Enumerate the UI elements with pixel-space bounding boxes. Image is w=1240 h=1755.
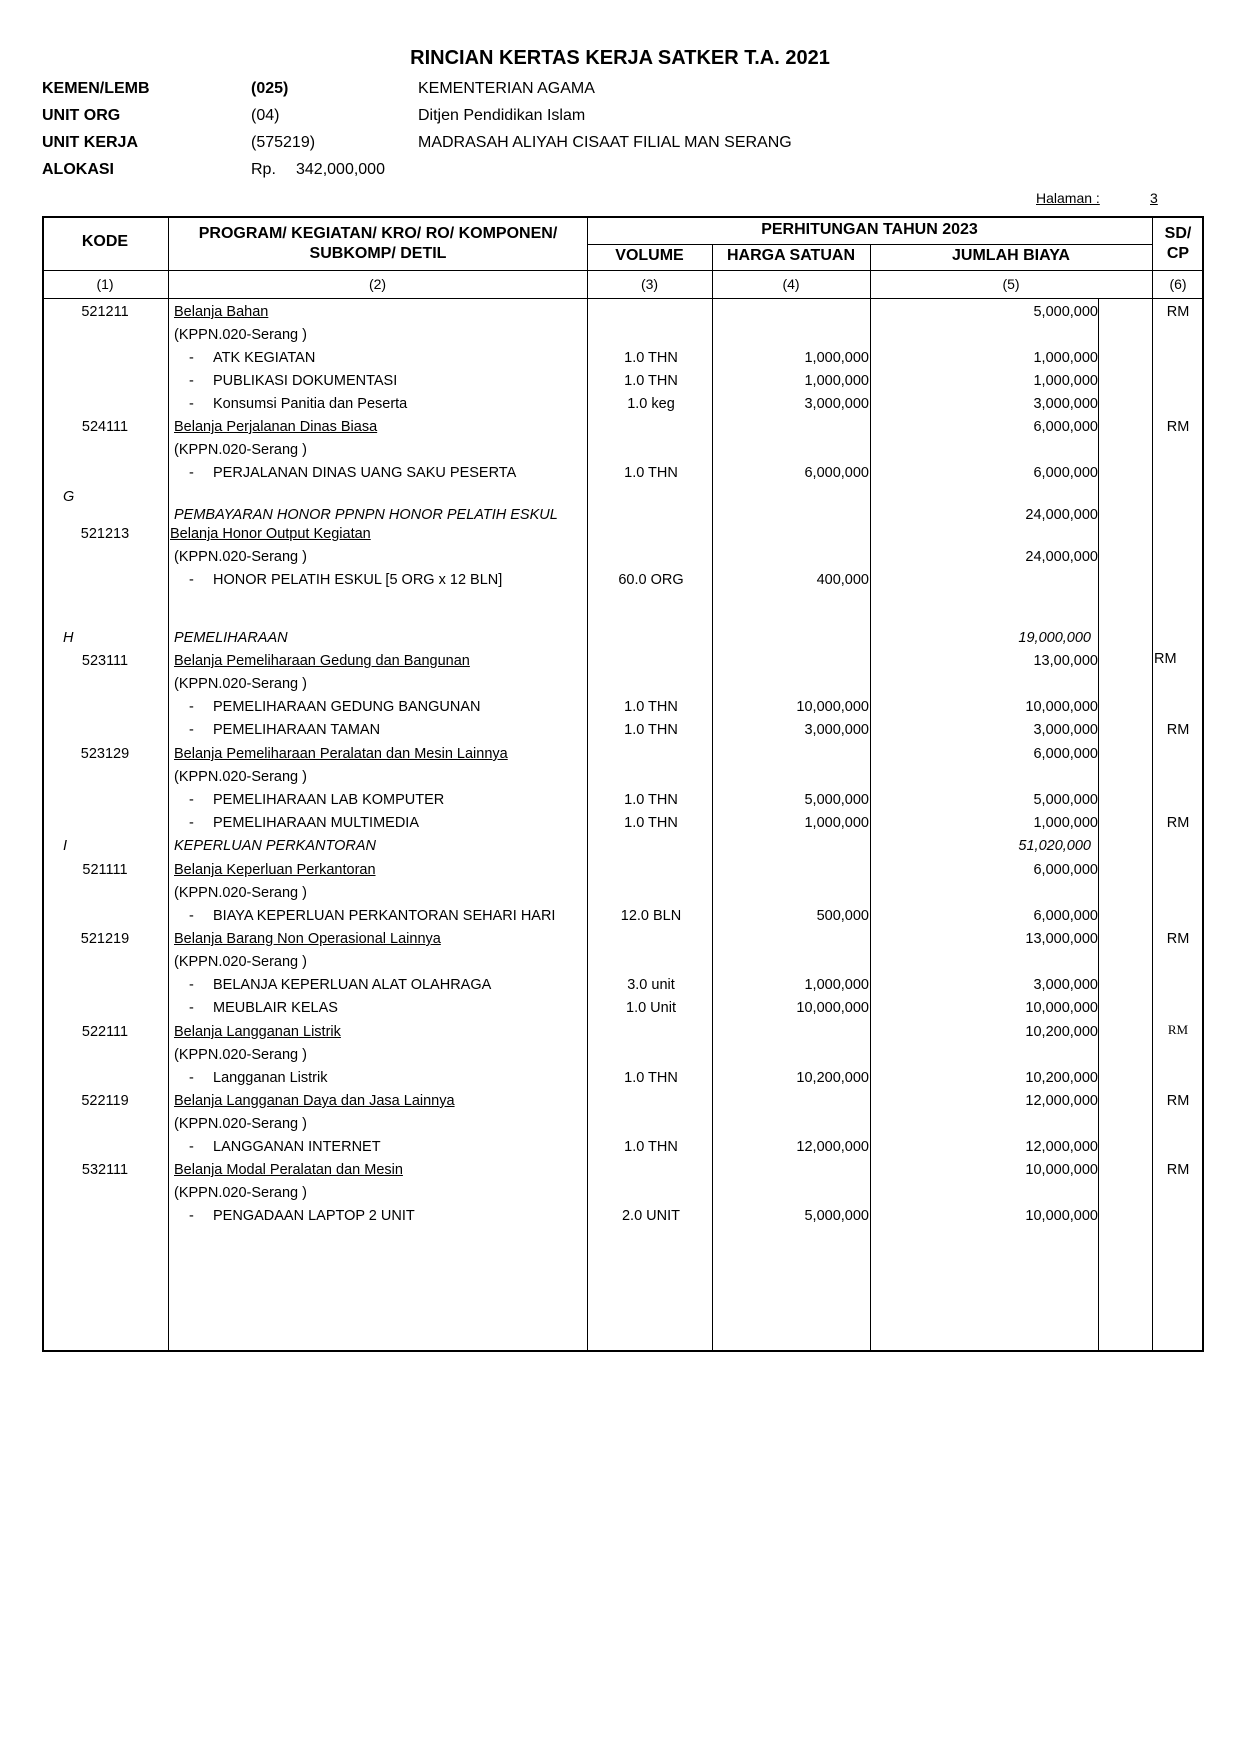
table-row bbox=[42, 722, 1204, 745]
jumlah-cell: 13,000,000 bbox=[1025, 931, 1098, 947]
kode-cell: 521219 bbox=[80, 931, 130, 947]
table-row bbox=[42, 1070, 1204, 1093]
kode-cell: H bbox=[63, 630, 74, 646]
alokasi-label: ALOKASI bbox=[42, 161, 114, 178]
jumlah-cell: 13,00,000 bbox=[1033, 653, 1098, 669]
kemen-label: KEMEN/LEMB bbox=[42, 80, 150, 97]
desc-cell: (KPPN.020-Serang ) bbox=[174, 1047, 307, 1063]
desc-cell: - HONOR PELATIH ESKUL [5 ORG x 12 BLN] bbox=[189, 572, 502, 588]
table-row bbox=[42, 954, 1204, 977]
kode-cell: G bbox=[63, 489, 75, 505]
table-row bbox=[42, 792, 1204, 815]
unit-org-name: Ditjen Pendidikan Islam bbox=[418, 107, 586, 124]
header-volume: VOLUME bbox=[615, 247, 684, 264]
desc-cell: - PEMELIHARAAN GEDUNG BANGUNAN bbox=[189, 699, 481, 715]
desc-cell: (KPPN.020-Serang ) bbox=[174, 327, 307, 343]
table-row bbox=[42, 1024, 1204, 1047]
desc-cell: - PENGADAAN LAPTOP 2 UNIT bbox=[189, 1208, 415, 1224]
sd-cell: RM bbox=[1166, 304, 1190, 320]
kode-cell: 523129 bbox=[80, 746, 130, 762]
desc-cell: - PEMELIHARAAN LAB KOMPUTER bbox=[189, 792, 444, 808]
volume-cell: 60.0 ORG bbox=[618, 572, 684, 588]
jumlah-cell: 3,000,000 bbox=[1033, 977, 1098, 993]
desc-cell: PEMELIHARAAN bbox=[174, 630, 288, 646]
table-row bbox=[42, 304, 1204, 327]
table-row bbox=[42, 676, 1204, 699]
jumlah-cell: 12,000,000 bbox=[1025, 1139, 1098, 1155]
sd-cell: RM bbox=[1166, 1162, 1190, 1178]
jumlah-cell: 10,200,000 bbox=[1025, 1024, 1098, 1040]
col-number: (5) bbox=[1002, 276, 1020, 292]
harga-cell: 3,000,000 bbox=[804, 722, 869, 738]
table-row bbox=[42, 1116, 1204, 1139]
table-row bbox=[42, 526, 1204, 549]
jumlah-cell: 10,000,000 bbox=[1025, 1208, 1098, 1224]
col-number: (1) bbox=[96, 276, 114, 292]
table-row bbox=[42, 653, 1204, 676]
table-row bbox=[42, 1000, 1204, 1023]
desc-cell: - PERJALANAN DINAS UANG SAKU PESERTA bbox=[189, 465, 516, 481]
desc-cell: (KPPN.020-Serang ) bbox=[174, 885, 307, 901]
desc-cell: - Konsumsi Panitia dan Peserta bbox=[189, 396, 407, 412]
col-number: (6) bbox=[1169, 276, 1187, 292]
volume-cell: 1.0 THN bbox=[624, 792, 678, 808]
desc-cell: - LANGGANAN INTERNET bbox=[189, 1139, 381, 1155]
document-title: RINCIAN KERTAS KERJA SATKER T.A. 2021 bbox=[410, 47, 830, 69]
unit-org-label: UNIT ORG bbox=[42, 107, 121, 124]
table-row bbox=[42, 838, 1204, 861]
jumlah-cell: 6,000,000 bbox=[1033, 746, 1098, 762]
page-number: 3 bbox=[1150, 190, 1158, 206]
sd-cell: RM bbox=[1167, 1022, 1189, 1037]
harga-cell: 400,000 bbox=[816, 572, 869, 588]
harga-cell: 10,000,000 bbox=[796, 699, 869, 715]
harga-cell: 5,000,000 bbox=[804, 1208, 869, 1224]
kode-cell: 521111 bbox=[82, 862, 128, 878]
table-row bbox=[42, 885, 1204, 908]
table-row bbox=[42, 630, 1204, 653]
kode-cell: 532111 bbox=[81, 1162, 129, 1178]
kode-cell: 522111 bbox=[81, 1024, 129, 1040]
harga-cell: 6,000,000 bbox=[804, 465, 869, 481]
kode-cell: I bbox=[63, 838, 68, 854]
col-number: (4) bbox=[782, 276, 800, 292]
table-row bbox=[42, 419, 1204, 442]
volume-cell: 1.0 THN bbox=[624, 815, 678, 831]
sd-cell: RM bbox=[1166, 815, 1190, 831]
desc-cell: Belanja Honor Output Kegiatan bbox=[170, 526, 371, 542]
table-row bbox=[42, 862, 1204, 885]
header-program: PROGRAM/ KEGIATAN/ KRO/ RO/ KOMPONEN/ SUBKOMP/ DETIL bbox=[198, 225, 558, 262]
jumlah-cell: 24,000,000 bbox=[1025, 549, 1098, 565]
volume-cell: 1.0 THN bbox=[624, 1139, 678, 1155]
jumlah-cell: 1,000,000 bbox=[1033, 350, 1098, 366]
desc-cell: (KPPN.020-Serang ) bbox=[174, 954, 307, 970]
harga-cell: 3,000,000 bbox=[804, 396, 869, 412]
harga-cell: 10,200,000 bbox=[796, 1070, 869, 1086]
jumlah-cell: 3,000,000 bbox=[1033, 396, 1098, 412]
table-row bbox=[42, 746, 1204, 769]
volume-cell: 1.0 THN bbox=[624, 1070, 678, 1086]
jumlah-cell: 1,000,000 bbox=[1033, 815, 1098, 831]
table-row bbox=[42, 465, 1204, 488]
table-row bbox=[42, 931, 1204, 954]
jumlah-cell: 6,000,000 bbox=[1033, 862, 1098, 878]
header-perhitungan: PERHITUNGAN TAHUN 2023 bbox=[761, 221, 978, 238]
jumlah-cell: 6,000,000 bbox=[1033, 465, 1098, 481]
unit-org-code: (04) bbox=[251, 107, 280, 124]
table-row bbox=[42, 1208, 1204, 1231]
desc-cell: Belanja Keperluan Perkantoran bbox=[174, 862, 376, 878]
jumlah-cell: 24,000,000 bbox=[1025, 507, 1098, 523]
header-divider bbox=[587, 244, 1152, 245]
desc-cell: Belanja Pemeliharaan Peralatan dan Mesin Lainnya bbox=[174, 746, 508, 762]
harga-cell: 1,000,000 bbox=[804, 815, 869, 831]
header-divider bbox=[42, 298, 1204, 299]
header-divider bbox=[42, 270, 1204, 271]
header-jumlah: JUMLAH BIAYA bbox=[952, 247, 1070, 264]
desc-cell: (KPPN.020-Serang ) bbox=[174, 442, 307, 458]
table-row bbox=[42, 699, 1204, 722]
kode-cell: 521213 bbox=[80, 526, 130, 542]
volume-cell: 1.0 THN bbox=[624, 465, 678, 481]
header-sdcp: SD/ CP bbox=[1164, 225, 1192, 262]
desc-cell: Belanja Bahan bbox=[174, 304, 269, 320]
unit-kerja-label: UNIT KERJA bbox=[42, 134, 139, 151]
jumlah-cell: 6,000,000 bbox=[1033, 419, 1098, 435]
jumlah-cell: 10,200,000 bbox=[1025, 1070, 1098, 1086]
jumlah-cell: 5,000,000 bbox=[1033, 304, 1098, 320]
volume-cell: 1.0 Unit bbox=[626, 1000, 676, 1016]
desc-cell: - BELANJA KEPERLUAN ALAT OLAHRAGA bbox=[189, 977, 491, 993]
table-row bbox=[42, 373, 1204, 396]
table-row bbox=[42, 327, 1204, 350]
sd-cell: RM bbox=[1166, 419, 1190, 435]
desc-cell: (KPPN.020-Serang ) bbox=[174, 1185, 307, 1201]
kode-cell: 524111 bbox=[81, 419, 129, 435]
table-row bbox=[42, 396, 1204, 419]
jumlah-cell: 6,000,000 bbox=[1033, 908, 1098, 924]
table-row bbox=[42, 769, 1204, 792]
kemen-code: (025) bbox=[251, 80, 289, 97]
table-row bbox=[42, 1185, 1204, 1208]
desc-cell: - PUBLIKASI DOKUMENTASI bbox=[189, 373, 397, 389]
jumlah-cell: 5,000,000 bbox=[1033, 792, 1098, 808]
harga-cell: 1,000,000 bbox=[804, 373, 869, 389]
volume-cell: 1.0 keg bbox=[627, 396, 675, 412]
desc-cell: Belanja Pemeliharaan Gedung dan Bangunan bbox=[174, 653, 470, 669]
volume-cell: 2.0 UNIT bbox=[621, 1208, 680, 1224]
desc-cell: Belanja Modal Peralatan dan Mesin bbox=[174, 1162, 403, 1178]
table-row bbox=[42, 908, 1204, 931]
table-row bbox=[42, 815, 1204, 838]
desc-cell: - ATK KEGIATAN bbox=[189, 350, 315, 366]
page-label: Halaman : bbox=[1036, 190, 1100, 206]
kode-cell: 523111 bbox=[81, 653, 129, 669]
jumlah-cell: 1,000,000 bbox=[1033, 373, 1098, 389]
volume-cell: 3.0 unit bbox=[627, 977, 675, 993]
table-row bbox=[42, 549, 1204, 572]
harga-cell: 500,000 bbox=[816, 908, 869, 924]
table-row bbox=[42, 442, 1204, 465]
kemen-name: KEMENTERIAN AGAMA bbox=[418, 80, 595, 97]
sd-cell: RM bbox=[1166, 722, 1190, 738]
desc-cell: Belanja Langganan Daya dan Jasa Lainnya bbox=[174, 1093, 455, 1109]
desc-cell: (KPPN.020-Serang ) bbox=[174, 1116, 307, 1132]
jumlah-cell: 10,000,000 bbox=[1025, 699, 1098, 715]
col-number: (3) bbox=[640, 276, 659, 292]
desc-cell: (KPPN.020-Serang ) bbox=[174, 549, 307, 565]
kode-cell: 521211 bbox=[81, 304, 129, 320]
kode-cell: 522119 bbox=[81, 1093, 129, 1109]
alokasi-value: 342,000,000 bbox=[296, 161, 385, 178]
harga-cell: 10,000,000 bbox=[796, 1000, 869, 1016]
jumlah-cell: 10,000,000 bbox=[1025, 1000, 1098, 1016]
harga-cell: 1,000,000 bbox=[804, 977, 869, 993]
sd-cell: RM bbox=[1154, 651, 1177, 667]
table-row bbox=[42, 572, 1204, 595]
jumlah-cell: 10,000,000 bbox=[1025, 1162, 1098, 1178]
desc-cell: - Langganan Listrik bbox=[189, 1070, 327, 1086]
volume-cell: 1.0 THN bbox=[624, 699, 678, 715]
desc-cell: (KPPN.020-Serang ) bbox=[174, 676, 307, 692]
unit-kerja-code: (575219) bbox=[251, 134, 316, 151]
header-kode: KODE bbox=[81, 233, 129, 250]
desc-cell: PEMBAYARAN HONOR PPNPN HONOR PELATIH ESKUL bbox=[174, 507, 558, 523]
harga-cell: 5,000,000 bbox=[804, 792, 869, 808]
desc-cell: - PEMELIHARAAN TAMAN bbox=[189, 722, 380, 738]
volume-cell: 1.0 THN bbox=[624, 373, 678, 389]
harga-cell: 12,000,000 bbox=[796, 1139, 869, 1155]
alokasi-currency: Rp. bbox=[251, 161, 276, 178]
desc-cell: - PEMELIHARAAN MULTIMEDIA bbox=[189, 815, 419, 831]
sd-cell: RM bbox=[1166, 931, 1190, 947]
volume-cell: 1.0 THN bbox=[624, 350, 678, 366]
jumlah-cell: 51,020,000 bbox=[1018, 838, 1091, 854]
desc-cell: (KPPN.020-Serang ) bbox=[174, 769, 307, 785]
harga-cell: 1,000,000 bbox=[804, 350, 869, 366]
table-row bbox=[42, 1162, 1204, 1185]
table-row bbox=[42, 1093, 1204, 1116]
desc-cell: - BIAYA KEPERLUAN PERKANTORAN SEHARI HARI bbox=[189, 908, 555, 924]
volume-cell: 1.0 THN bbox=[624, 722, 678, 738]
sd-cell: RM bbox=[1166, 1093, 1190, 1109]
jumlah-cell: 3,000,000 bbox=[1033, 722, 1098, 738]
desc-cell: KEPERLUAN PERKANTORAN bbox=[174, 838, 376, 854]
table-row bbox=[42, 977, 1204, 1000]
jumlah-cell: 12,000,000 bbox=[1025, 1093, 1098, 1109]
table-row bbox=[42, 350, 1204, 373]
desc-cell: Belanja Barang Non Operasional Lainnya bbox=[174, 931, 441, 947]
header-harga: HARGA SATUAN bbox=[727, 247, 855, 264]
col-number: (2) bbox=[368, 276, 387, 292]
unit-kerja-name: MADRASAH ALIYAH CISAAT FILIAL MAN SERANG bbox=[418, 134, 792, 151]
table-row bbox=[42, 1047, 1204, 1070]
volume-cell: 12.0 BLN bbox=[620, 908, 682, 924]
desc-cell: Belanja Langganan Listrik bbox=[174, 1024, 341, 1040]
table-row bbox=[42, 1139, 1204, 1162]
desc-cell: - MEUBLAIR KELAS bbox=[189, 1000, 338, 1016]
desc-cell: Belanja Perjalanan Dinas Biasa bbox=[174, 419, 378, 435]
jumlah-cell: 19,000,000 bbox=[1018, 630, 1091, 646]
